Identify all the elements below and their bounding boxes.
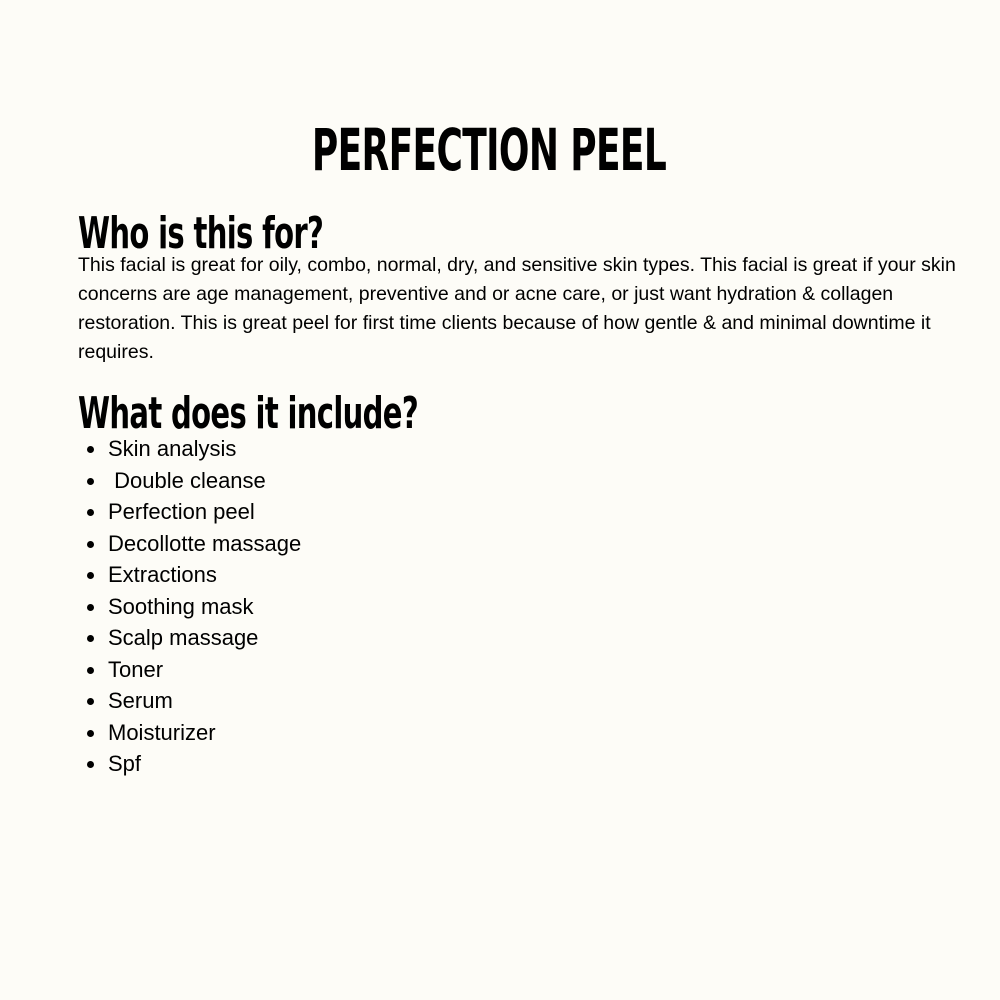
list-item: Toner xyxy=(108,654,301,686)
list-item: Soothing mask xyxy=(108,591,301,623)
who-section-body: This facial is great for oily, combo, normal, dry, and sensitive skin types. This facial is great if your skin concerns are age management, preventive and or acne care, or just want hydration & collagen restoration. This is great peel for first time clients because of how gentle & and minimal downtime it requires. xyxy=(78,254,956,363)
list-item: Double cleanse xyxy=(108,465,301,497)
include-list xyxy=(78,433,301,780)
list-item: Scalp massage xyxy=(108,622,301,654)
list-item: Serum xyxy=(108,685,301,717)
who-section-heading: Who is this for? xyxy=(78,208,324,259)
list-item: Skin analysis xyxy=(108,433,301,465)
what-section-heading: What does it include? xyxy=(78,388,419,439)
list-item: Moisturizer xyxy=(108,717,301,749)
list-item: Spf xyxy=(108,748,301,780)
list-item: Extractions xyxy=(108,559,301,591)
page-title: PERFECTION PEEL xyxy=(311,116,667,184)
list-item: Perfection peel xyxy=(108,496,301,528)
list-item: Decollotte massage xyxy=(108,528,301,560)
